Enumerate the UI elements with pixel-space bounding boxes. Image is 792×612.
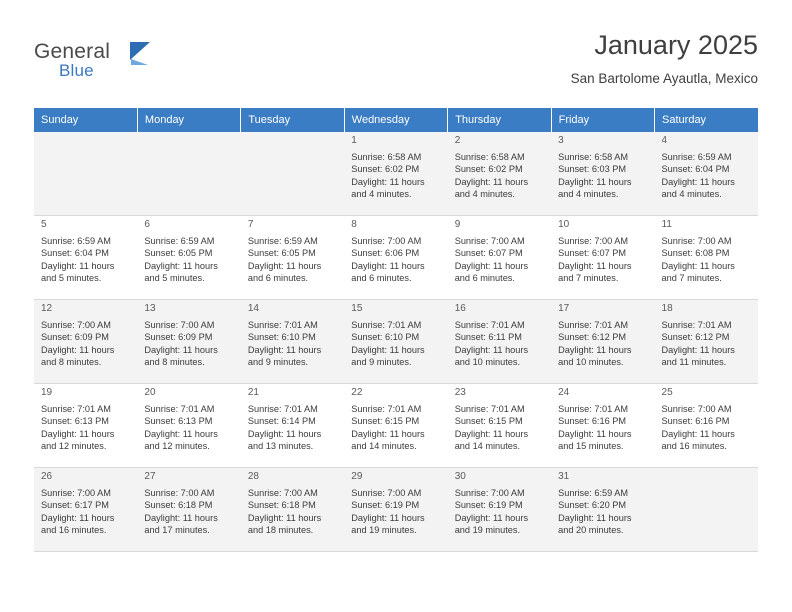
calendar-day-cell[interactable] xyxy=(344,468,447,552)
day-number: 14 xyxy=(247,303,259,314)
day-number: 13 xyxy=(144,303,156,314)
day-detail-line: Sunrise: 6:59 AM xyxy=(247,235,318,246)
day-detail-line: Sunset: 6:18 PM xyxy=(144,500,213,511)
day-detail-line: Sunrise: 7:00 AM xyxy=(454,235,525,246)
logo-text-blue: Blue xyxy=(59,61,94,80)
day-detail-line: and 4 minutes. xyxy=(454,189,515,200)
day-number: 5 xyxy=(41,219,47,230)
page-title: January 2025 xyxy=(594,30,758,60)
day-detail-line: Sunrise: 7:00 AM xyxy=(351,487,422,498)
day-detail-line: Daylight: 11 hours xyxy=(661,260,735,271)
day-detail-line: Sunrise: 7:00 AM xyxy=(454,487,525,498)
calendar-week-row xyxy=(34,216,758,300)
day-detail-line: and 11 minutes. xyxy=(661,357,727,368)
day-detail-line: Daylight: 11 hours xyxy=(144,344,218,355)
day-detail-line: Sunset: 6:17 PM xyxy=(41,500,109,511)
day-number: 10 xyxy=(558,219,570,230)
day-detail-line: and 17 minutes. xyxy=(144,525,210,536)
day-number: 23 xyxy=(454,387,466,398)
day-detail-line: Daylight: 11 hours xyxy=(454,428,529,439)
calendar-day-cell[interactable] xyxy=(137,216,240,300)
calendar-table xyxy=(34,108,758,552)
day-detail-line: and 18 minutes. xyxy=(247,525,314,536)
day-detail-line: Sunrise: 7:00 AM xyxy=(661,235,732,246)
day-detail-line: Daylight: 11 hours xyxy=(247,512,322,523)
day-detail-line: and 6 minutes. xyxy=(351,273,412,284)
day-detail-line: and 6 minutes. xyxy=(247,273,309,284)
day-detail-line: Daylight: 11 hours xyxy=(661,344,735,355)
calendar-week-row xyxy=(34,384,758,468)
calendar-day-cell[interactable] xyxy=(551,300,654,384)
day-number: 16 xyxy=(454,303,466,314)
day-number: 29 xyxy=(351,471,363,482)
day-detail-line: and 6 minutes. xyxy=(454,273,515,284)
day-detail-line: Sunset: 6:02 PM xyxy=(351,164,420,175)
logo-triangle-light-icon xyxy=(131,59,148,65)
day-number: 4 xyxy=(661,135,668,146)
day-detail-line: Sunrise: 7:01 AM xyxy=(558,319,629,330)
day-detail-line: Sunset: 6:14 PM xyxy=(247,416,316,427)
day-detail-line: Sunrise: 7:01 AM xyxy=(351,403,422,414)
day-detail-line: and 20 minutes. xyxy=(558,525,624,536)
day-detail-line: Sunset: 6:06 PM xyxy=(351,248,420,259)
calendar-week-row xyxy=(34,132,758,216)
day-detail-line: Sunset: 6:10 PM xyxy=(351,332,420,343)
day-detail-line: Sunrise: 6:59 AM xyxy=(41,235,111,246)
calendar-empty-cell xyxy=(655,468,758,552)
day-detail-line: Sunrise: 7:00 AM xyxy=(41,319,111,330)
day-detail-line: Daylight: 11 hours xyxy=(558,428,632,439)
logo-triangle-icon xyxy=(130,42,150,60)
calendar-day-cell[interactable] xyxy=(34,300,137,384)
day-detail-line: Sunrise: 6:58 AM xyxy=(558,151,629,162)
day-detail-line: and 16 minutes. xyxy=(661,441,727,452)
day-detail-line: Daylight: 11 hours xyxy=(247,260,322,271)
day-detail-line: Sunset: 6:11 PM xyxy=(454,332,522,343)
day-number: 26 xyxy=(41,471,53,482)
calendar-day-cell[interactable] xyxy=(655,384,758,468)
day-detail-line: Sunrise: 7:01 AM xyxy=(351,319,422,330)
day-detail-line: Daylight: 11 hours xyxy=(247,344,322,355)
logo-text-general: General xyxy=(34,40,111,63)
calendar-day-cell[interactable] xyxy=(448,384,551,468)
day-detail-line: Sunrise: 7:00 AM xyxy=(661,403,732,414)
day-detail-line: Daylight: 11 hours xyxy=(247,428,322,439)
day-detail-line: Daylight: 11 hours xyxy=(558,512,632,523)
day-detail-line: and 13 minutes. xyxy=(247,441,314,452)
calendar-day-cell[interactable] xyxy=(34,468,137,552)
day-detail-line: and 9 minutes. xyxy=(351,357,412,368)
day-detail-line: Sunrise: 7:01 AM xyxy=(661,319,732,330)
calendar-day-cell[interactable] xyxy=(344,132,447,216)
day-detail-line: and 10 minutes. xyxy=(558,357,624,368)
weekday-header-row xyxy=(34,108,758,132)
day-number: 21 xyxy=(247,387,259,398)
day-detail-line: and 8 minutes. xyxy=(144,357,205,368)
day-number: 8 xyxy=(351,219,357,230)
day-detail-line: and 19 minutes. xyxy=(454,525,521,536)
day-number: 1 xyxy=(351,135,357,146)
day-detail-line: Sunset: 6:09 PM xyxy=(41,332,109,343)
day-detail-line: and 5 minutes. xyxy=(144,273,205,284)
day-number: 11 xyxy=(661,219,672,230)
day-detail-line: Daylight: 11 hours xyxy=(351,176,425,187)
calendar-day-cell[interactable] xyxy=(241,300,344,384)
day-detail-line: Sunset: 6:16 PM xyxy=(661,416,730,427)
day-detail-line: Sunset: 6:15 PM xyxy=(454,416,523,427)
day-detail-line: Daylight: 11 hours xyxy=(351,260,425,271)
day-detail-line: Sunset: 6:12 PM xyxy=(558,332,627,343)
day-detail-line: Sunrise: 6:59 AM xyxy=(558,487,629,498)
day-detail-line: and 7 minutes. xyxy=(558,273,619,284)
calendar-day-cell[interactable] xyxy=(34,216,137,300)
day-detail-line: Sunrise: 7:00 AM xyxy=(351,235,422,246)
day-number: 22 xyxy=(351,387,363,398)
day-number: 17 xyxy=(558,303,570,314)
calendar-day-cell[interactable] xyxy=(241,468,344,552)
calendar-day-cell[interactable] xyxy=(344,300,447,384)
day-detail-line: Daylight: 11 hours xyxy=(454,512,529,523)
calendar-day-cell[interactable] xyxy=(655,132,758,216)
day-detail-line: Sunset: 6:04 PM xyxy=(41,248,109,259)
day-detail-line: Sunrise: 6:59 AM xyxy=(144,235,215,246)
day-detail-line: Sunset: 6:03 PM xyxy=(558,164,627,175)
day-detail-line: Daylight: 11 hours xyxy=(454,344,529,355)
calendar-day-cell[interactable] xyxy=(551,384,654,468)
day-detail-line: Sunrise: 7:01 AM xyxy=(247,403,318,414)
weekday-header-tuesday: Tuesday xyxy=(241,108,344,132)
day-detail-line: Daylight: 11 hours xyxy=(558,344,632,355)
day-detail-line: Daylight: 11 hours xyxy=(41,260,115,271)
calendar-day-cell[interactable] xyxy=(655,216,758,300)
day-detail-line: Sunset: 6:20 PM xyxy=(558,500,627,511)
day-detail-line: Sunset: 6:09 PM xyxy=(144,332,213,343)
day-number: 31 xyxy=(558,471,570,482)
calendar-empty-cell xyxy=(137,132,240,216)
day-number: 12 xyxy=(41,303,53,314)
calendar-day-cell[interactable] xyxy=(241,216,344,300)
day-detail-line: Sunrise: 7:01 AM xyxy=(558,403,629,414)
day-detail-line: Sunrise: 7:00 AM xyxy=(558,235,629,246)
day-number: 19 xyxy=(41,387,53,398)
day-detail-line: and 10 minutes. xyxy=(454,357,521,368)
day-number: 24 xyxy=(558,387,570,398)
day-number: 30 xyxy=(454,471,466,482)
day-number: 3 xyxy=(558,135,564,146)
day-detail-line: Daylight: 11 hours xyxy=(661,176,735,187)
calendar-empty-cell xyxy=(34,132,137,216)
calendar-day-cell[interactable] xyxy=(448,216,551,300)
day-detail-line: Daylight: 11 hours xyxy=(41,428,115,439)
day-detail-line: Sunrise: 7:01 AM xyxy=(41,403,111,414)
calendar-day-cell[interactable] xyxy=(448,300,551,384)
calendar-day-cell[interactable] xyxy=(551,216,654,300)
logo[interactable] xyxy=(34,40,234,81)
weekday-header-sunday: Sunday xyxy=(34,108,137,132)
day-number: 2 xyxy=(454,135,461,146)
day-detail-line: Sunrise: 6:58 AM xyxy=(454,151,525,162)
day-detail-line: and 16 minutes. xyxy=(41,525,107,536)
day-number: 7 xyxy=(247,219,254,230)
day-detail-line: Sunset: 6:07 PM xyxy=(558,248,627,259)
weekday-header-thursday: Thursday xyxy=(448,108,551,132)
day-detail-line: Sunrise: 7:01 AM xyxy=(144,403,215,414)
weekday-header-wednesday: Wednesday xyxy=(344,108,447,132)
day-detail-line: Sunrise: 7:00 AM xyxy=(247,487,318,498)
calendar-empty-cell xyxy=(241,132,344,216)
day-detail-line: Sunrise: 7:01 AM xyxy=(247,319,318,330)
day-number: 25 xyxy=(661,387,673,398)
day-detail-line: Daylight: 11 hours xyxy=(351,344,425,355)
calendar-body xyxy=(34,132,758,552)
day-detail-line: Sunset: 6:19 PM xyxy=(351,500,420,511)
day-number: 28 xyxy=(247,471,259,482)
day-number: 6 xyxy=(144,219,150,230)
day-detail-line: and 9 minutes. xyxy=(247,357,309,368)
day-detail-line: Daylight: 11 hours xyxy=(661,428,735,439)
location-subtitle: San Bartolome Ayautla, Mexico xyxy=(570,71,758,86)
calendar-day-cell[interactable] xyxy=(551,132,654,216)
calendar-day-cell[interactable] xyxy=(448,468,551,552)
day-detail-line: and 19 minutes. xyxy=(351,525,417,536)
day-detail-line: Sunset: 6:02 PM xyxy=(454,164,523,175)
day-detail-line: Sunset: 6:05 PM xyxy=(144,248,213,259)
day-detail-line: Sunrise: 6:59 AM xyxy=(661,151,732,162)
calendar-day-cell[interactable] xyxy=(137,300,240,384)
day-detail-line: Daylight: 11 hours xyxy=(144,428,218,439)
page-header xyxy=(34,28,758,98)
day-detail-line: Sunset: 6:05 PM xyxy=(247,248,316,259)
day-detail-line: Daylight: 11 hours xyxy=(351,512,425,523)
day-detail-line: Sunset: 6:13 PM xyxy=(41,416,109,427)
day-detail-line: Sunset: 6:10 PM xyxy=(247,332,316,343)
day-detail-line: Sunset: 6:12 PM xyxy=(661,332,730,343)
day-number: 15 xyxy=(351,303,363,314)
day-detail-line: Sunset: 6:13 PM xyxy=(144,416,213,427)
calendar-day-cell[interactable] xyxy=(551,468,654,552)
day-detail-line: Sunset: 6:19 PM xyxy=(454,500,523,511)
day-detail-line: Sunrise: 7:00 AM xyxy=(144,319,215,330)
day-number: 9 xyxy=(454,219,461,230)
day-detail-line: Daylight: 11 hours xyxy=(454,176,529,187)
day-detail-line: and 8 minutes. xyxy=(41,357,102,368)
day-detail-line: and 4 minutes. xyxy=(558,189,619,200)
day-detail-line: and 4 minutes. xyxy=(351,189,412,200)
day-detail-line: Daylight: 11 hours xyxy=(351,428,425,439)
day-detail-line: and 15 minutes. xyxy=(558,441,624,452)
day-detail-line: Daylight: 11 hours xyxy=(41,344,115,355)
calendar-day-cell[interactable] xyxy=(344,216,447,300)
day-detail-line: Daylight: 11 hours xyxy=(454,260,529,271)
calendar-day-cell[interactable] xyxy=(241,384,344,468)
calendar-day-cell[interactable] xyxy=(34,384,137,468)
day-detail-line: Sunset: 6:16 PM xyxy=(558,416,627,427)
day-detail-line: and 12 minutes. xyxy=(41,441,107,452)
calendar-week-row xyxy=(34,300,758,384)
weekday-header-monday: Monday xyxy=(137,108,240,132)
calendar-day-cell[interactable] xyxy=(448,132,551,216)
day-detail-line: Sunset: 6:07 PM xyxy=(454,248,523,259)
calendar-day-cell[interactable] xyxy=(344,384,447,468)
weekday-header-friday: Friday xyxy=(551,108,654,132)
day-detail-line: Sunset: 6:18 PM xyxy=(247,500,316,511)
day-number: 18 xyxy=(661,303,673,314)
calendar-week-row xyxy=(34,468,758,552)
day-detail-line: Daylight: 11 hours xyxy=(144,260,218,271)
day-number: 20 xyxy=(144,387,156,398)
day-detail-line: Daylight: 11 hours xyxy=(558,176,632,187)
day-detail-line: and 14 minutes. xyxy=(454,441,521,452)
title-block xyxy=(571,28,758,86)
day-detail-line: Sunset: 6:04 PM xyxy=(661,164,730,175)
day-detail-line: and 5 minutes. xyxy=(41,273,102,284)
day-detail-line: Sunset: 6:15 PM xyxy=(351,416,420,427)
calendar-day-cell[interactable] xyxy=(137,468,240,552)
day-detail-line: and 14 minutes. xyxy=(351,441,417,452)
day-detail-line: Daylight: 11 hours xyxy=(144,512,218,523)
day-number: 27 xyxy=(144,471,156,482)
day-detail-line: Daylight: 11 hours xyxy=(558,260,632,271)
calendar-day-cell[interactable] xyxy=(137,384,240,468)
day-detail-line: Sunrise: 7:01 AM xyxy=(454,403,525,414)
day-detail-line: Sunrise: 7:00 AM xyxy=(144,487,215,498)
calendar-day-cell[interactable] xyxy=(655,300,758,384)
day-detail-line: Sunrise: 6:58 AM xyxy=(351,151,422,162)
day-detail-line: and 4 minutes. xyxy=(661,189,722,200)
day-detail-line: and 7 minutes. xyxy=(661,273,722,284)
day-detail-line: Sunrise: 7:01 AM xyxy=(454,319,525,330)
day-detail-line: Sunset: 6:08 PM xyxy=(661,248,730,259)
day-detail-line: and 12 minutes. xyxy=(144,441,210,452)
day-detail-line: Sunrise: 7:00 AM xyxy=(41,487,111,498)
day-detail-line: Daylight: 11 hours xyxy=(41,512,115,523)
weekday-header-saturday: Saturday xyxy=(655,108,758,132)
